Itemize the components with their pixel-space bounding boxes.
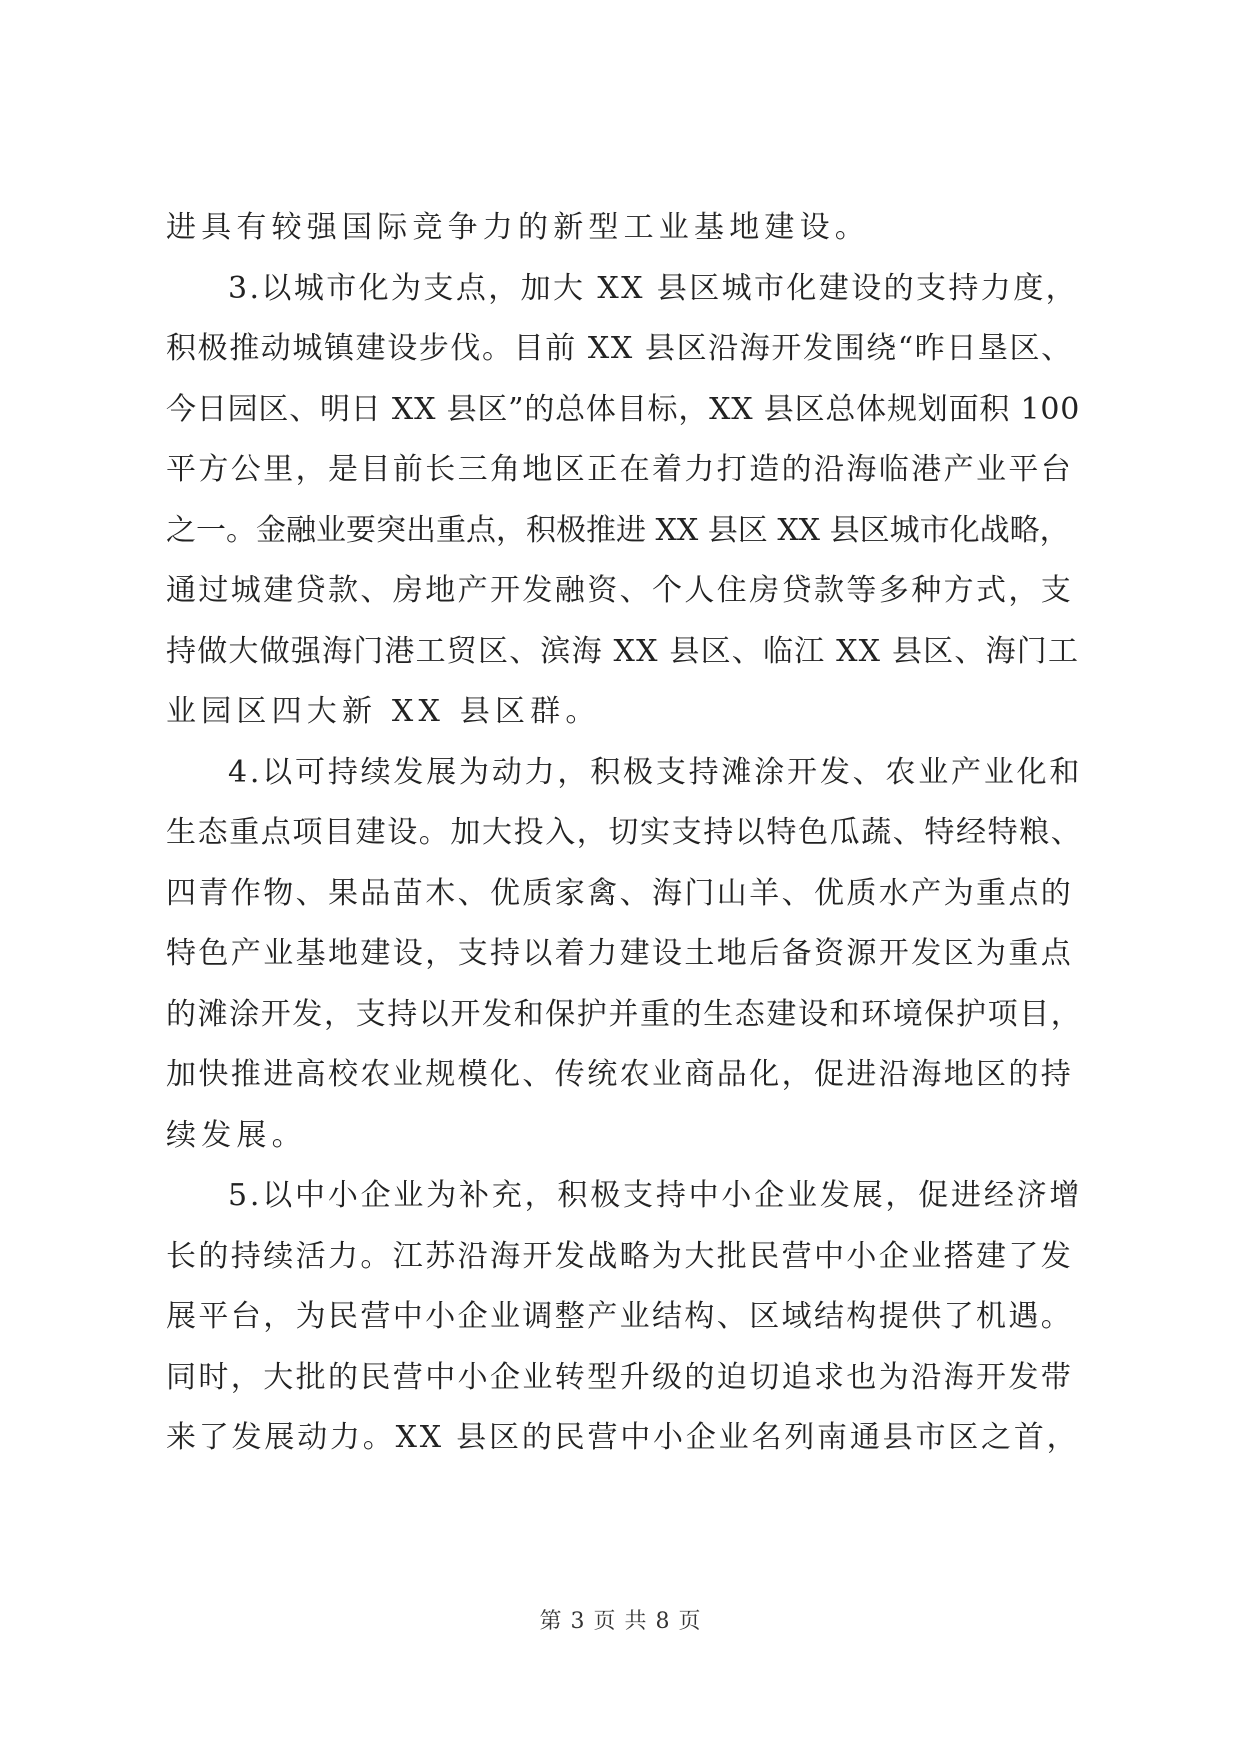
text-line: 积极推动城镇建设步伐。目前 XX 县区沿海开发围绕“昨日垦区、: [166, 331, 1073, 366]
text-line: 长的持续活力。江苏沿海开发战略为大批民营中小企业搭建了发: [166, 1238, 1074, 1274]
text-line: 4.以可持续发展为动力，积极支持滩涂开发、农业产业化和: [228, 754, 1083, 790]
text-line: 进具有较强国际竞争力的新型工业基地建设。: [166, 210, 870, 245]
document-body: [166, 198, 1082, 1469]
text-line: 展平台，为民营中小企业调整产业结构、区域结构提供了机遇。: [166, 1299, 1074, 1334]
text-line: 的滩涂开发，支持以开发和保护并重的生态建设和环境保护项目，: [166, 996, 1083, 1032]
text-line: 续发展。: [166, 1117, 307, 1153]
text-line: 加快推进高校农业规模化、传统农业商品化，促进沿海地区的持: [166, 1057, 1074, 1092]
text-line: 持做大做强海门港工贸区、滨海 XX 县区、临江 XX 县区、海门工: [166, 633, 1080, 669]
page-number-footer: 第 3 页 共 8 页: [539, 1609, 702, 1634]
text-line: 平方公里，是目前长三角地区正在着力打造的沿海临港产业平台: [166, 452, 1074, 487]
text-line: 业园区四大新 XX 县区群。: [166, 694, 601, 729]
text-line: 3.以城市化为支点，加大 XX 县区城市化建设的支持力度，: [228, 270, 1079, 306]
text-line: 之一。金融业要突出重点，积极推进 XX 县区 XX 县区城市化战略，: [166, 512, 1070, 548]
text-line: 5.以中小企业为补充，积极支持中小企业发展，促进经济增: [228, 1178, 1083, 1213]
text-line: 同时，大批的民营中小企业转型升级的迫切追求也为沿海开发带: [166, 1359, 1074, 1395]
text-line: 通过城建贷款、房地产开发融资、个人住房贷款等多种方式，支: [166, 573, 1074, 608]
text-line: 四青作物、果品苗木、优质家禽、海门山羊、优质水产为重点的: [166, 875, 1074, 911]
text-line: 来了发展动力。XX 县区的民营中小企业名列南通县市区之首，: [166, 1420, 1080, 1455]
text-line: 生态重点项目建设。加大投入，切实支持以特色瓜蔬、特经特粮、: [166, 815, 1083, 850]
text-line: 今日园区、明日 XX 县区”的总体目标，XX 县区总体规划面积 100: [166, 391, 1081, 427]
text-line: 特色产业基地建设，支持以着力建设土地后备资源开发区为重点: [166, 936, 1074, 971]
